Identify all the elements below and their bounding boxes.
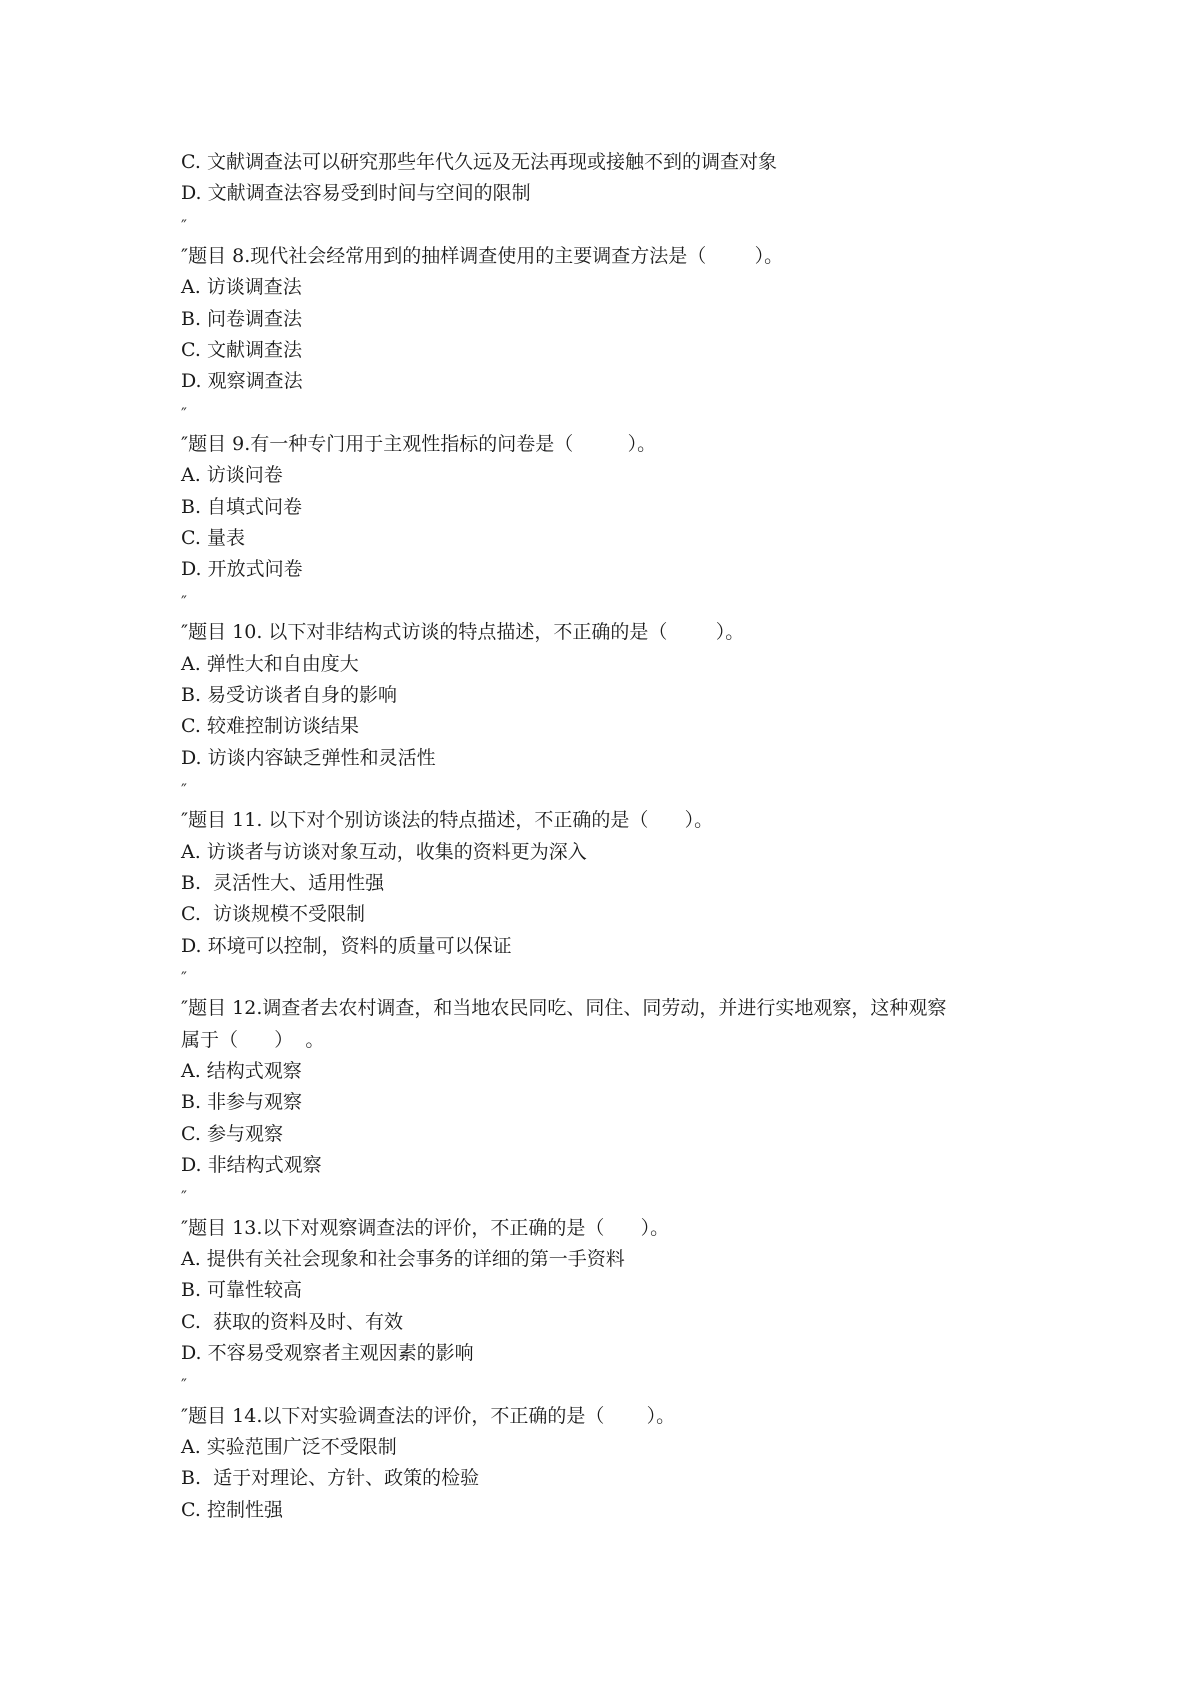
option-line: D. 开放式问卷 [181, 558, 303, 581]
separator-mark: ″ [181, 591, 187, 611]
separator-mark: ″ [181, 779, 187, 799]
question-8-stem: ″题目 8.现代社会经常用到的抽样调查使用的主要调查方法是（ ）。 [181, 245, 784, 268]
option-line: B. 可靠性较高 [181, 1279, 303, 1302]
option-line: C. 较难控制访谈结果 [181, 715, 359, 738]
question-13-stem: ″题目 13.以下对观察调查法的评价，不正确的是（ ）。 [181, 1216, 670, 1239]
separator-mark: ″ [181, 967, 187, 987]
option-line: A. 弹性大和自由度大 [181, 652, 359, 675]
option-line: B. 问卷调查法 [181, 307, 303, 330]
option-line: C. 参与观察 [181, 1122, 283, 1145]
option-line: C. 文献调查法 [181, 339, 302, 362]
option-line: C. 访谈规模不受限制 [181, 903, 365, 926]
option-line: C. 控制性强 [181, 1498, 283, 1521]
option-line: C. 量表 [181, 527, 245, 550]
option-line: C. 获取的资料及时、有效 [181, 1310, 403, 1333]
document-body [181, 147, 1041, 1526]
option-line: B. 自填式问卷 [181, 495, 303, 518]
option-line: B. 灵活性大、适用性强 [181, 871, 385, 894]
option-line: D. 访谈内容缺乏弹性和灵活性 [181, 746, 436, 769]
option-line: A. 实验范围广泛不受限制 [181, 1436, 397, 1459]
option-line: A. 提供有关社会现象和社会事务的详细的第一手资料 [181, 1248, 625, 1271]
question-9-stem: ″题目 9.有一种专门用于主观性指标的问卷是（ ）。 [181, 433, 657, 456]
option-line: A. 访谈者与访谈对象互动，收集的资料更为深入 [181, 840, 587, 863]
option-line: D. 观察调查法 [181, 370, 303, 393]
option-line: B. 适于对理论、方针、政策的检验 [181, 1467, 480, 1490]
separator-mark: ″ [181, 1375, 187, 1395]
option-line: A. 访谈调查法 [181, 276, 302, 299]
question-11-stem: ″题目 11. 以下对个别访谈法的特点描述，不正确的是（ ）。 [181, 809, 714, 832]
option-line: D. 环境可以控制，资料的质量可以保证 [181, 934, 512, 957]
question-12-stem-continued: 属于（ ） 。 [181, 1028, 325, 1051]
option-line: B. 易受访谈者自身的影响 [181, 683, 398, 706]
option-line: D. 文献调查法容易受到时间与空间的限制 [181, 182, 531, 205]
option-line: D. 不容易受观察者主观因素的影响 [181, 1342, 474, 1365]
option-line: D. 非结构式观察 [181, 1154, 322, 1176]
option-line: B. 非参与观察 [181, 1091, 303, 1114]
question-12-stem: ″题目 12.调查者去农村调查，和当地农民同吃、同住、同劳动，并进行实地观察，这种观察 [181, 997, 947, 1020]
separator-mark: ″ [181, 403, 187, 423]
option-line: C. 文献调查法可以研究那些年代久远及无法再现或接触不到的调查对象 [181, 151, 777, 173]
question-14-stem: ″题目 14.以下对实验调查法的评价，不正确的是（ ）。 [181, 1404, 676, 1427]
separator-mark: ″ [181, 1187, 187, 1207]
question-10-stem: ″题目 10. 以下对非结构式访谈的特点描述，不正确的是（ ）。 [181, 621, 745, 644]
option-line: A. 访谈问卷 [181, 464, 283, 487]
option-line: A. 结构式观察 [181, 1059, 302, 1082]
separator-mark: ″ [181, 215, 187, 235]
